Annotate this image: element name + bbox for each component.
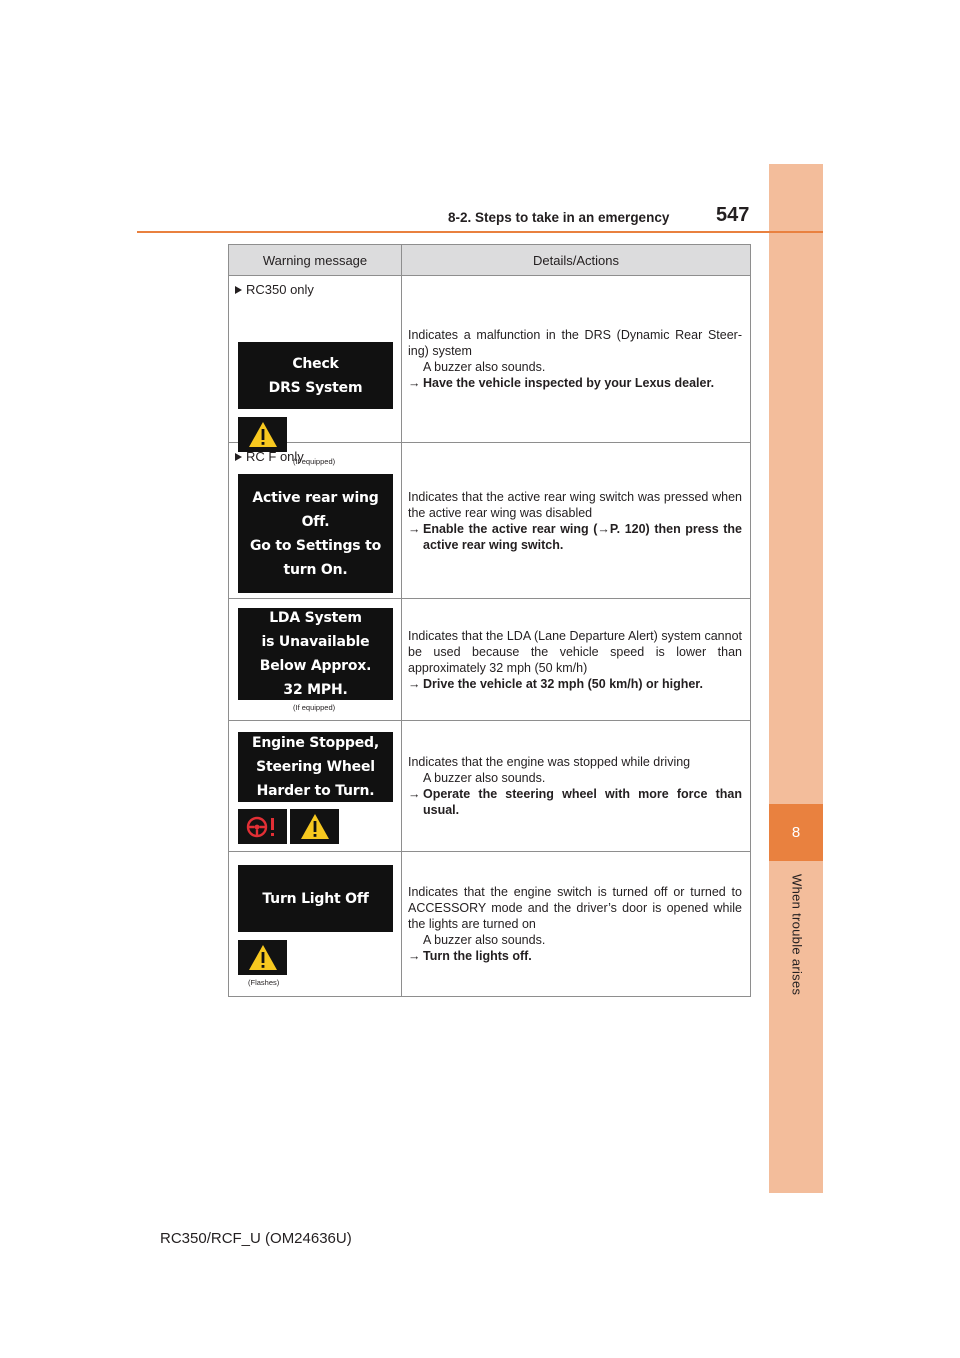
action-line (408, 676, 742, 692)
screen-line: Active rear wing (252, 489, 379, 506)
details-cell (402, 852, 751, 997)
action-text: Drive the vehicle at 32 mph (50 km/h) or higher. (423, 676, 703, 691)
action-text: Operate the steering wheel with more force than usual. (423, 787, 742, 817)
details-text: Indicates that the engine was stopped while driving (408, 755, 691, 769)
table-row (229, 852, 751, 997)
warning-triangle-icon (290, 809, 339, 844)
screen-line: Below Approx. (259, 658, 372, 674)
warning-message-cell (229, 599, 402, 721)
footnote-flashes: (Flashes) (248, 978, 280, 987)
model-label: RC F only (235, 449, 304, 464)
action-text: Turn the lights off. (423, 949, 532, 963)
details-cell (402, 276, 751, 443)
screen-line: Go to Settings to (249, 537, 382, 554)
action-line (408, 948, 742, 964)
table-header-row (229, 245, 751, 276)
details-subtext: A buzzer also sounds. (423, 360, 546, 374)
details-text: Indicates that the active rear wing switch was pressed when the active rear wing was disabled (408, 489, 742, 520)
arrow-icon: → (408, 676, 421, 691)
screen-line: Off. (301, 513, 330, 530)
footnote-if-equipped: (If equipped) (293, 703, 336, 712)
table-row (229, 443, 751, 599)
screen-line: is Unavailable (261, 634, 370, 650)
action-line (408, 375, 742, 391)
chapter-number-tab: 8 (769, 804, 823, 861)
bullet-triangle-icon (235, 286, 242, 294)
details-cell (402, 599, 751, 721)
footer-model-code: RC350/RCF_U (OM24636U) (160, 1230, 352, 1247)
section-title: 8-2. Steps to take in an emergency (448, 210, 670, 225)
details-text: Indicates a malfunction in the DRS (Dynamic Rear Steer-ing) system (408, 328, 742, 358)
display-message-screen (238, 474, 393, 593)
page-number: 547 (716, 204, 750, 226)
display-message-screen (238, 342, 393, 409)
display-message-screen (238, 865, 393, 932)
table-row (229, 721, 751, 852)
details-subtext: A buzzer also sounds. (423, 933, 546, 947)
warning-message-table (228, 244, 751, 997)
screen-line: DRS System (268, 379, 363, 396)
screen-line: Check (292, 355, 339, 372)
table-row (229, 599, 751, 721)
details-text: Indicates that the LDA (Lane Departure Alert) system cannot be used because the vehicle speed is lower than approximately 32 mph (50 km/h) (408, 628, 742, 675)
screen-line: 32 MPH. (283, 682, 348, 698)
bullet-triangle-icon (235, 453, 242, 461)
details-cell (402, 721, 751, 852)
action-line (408, 786, 742, 818)
screen-line: Steering Wheel (256, 759, 375, 775)
screen-line: LDA System (269, 610, 362, 626)
warning-message-cell (229, 721, 402, 852)
action-text: Have the vehicle inspected by your Lexus dealer. (423, 376, 715, 390)
arrow-icon: → (408, 949, 421, 963)
display-message-screen (238, 608, 393, 700)
warning-message-cell (229, 852, 402, 997)
table-row (229, 276, 751, 443)
screen-line: Turn Light Off (262, 890, 369, 907)
header-rule (137, 231, 823, 233)
screen-line: turn On. (283, 561, 348, 578)
action-line (408, 521, 742, 553)
screen-line: Harder to Turn. (256, 783, 375, 799)
details-subtext: A buzzer also sounds. (423, 771, 546, 785)
action-text: Enable the active rear wing (→P. 120) then press the active rear wing switch. (423, 521, 742, 552)
steering-warning-icon (238, 809, 287, 844)
warning-triangle-icon (238, 940, 287, 975)
arrow-icon: → (408, 787, 421, 801)
arrow-icon: → (408, 376, 421, 390)
column-header-warning-message: Warning message (229, 245, 402, 276)
chapter-title: When trouble arises (789, 874, 805, 996)
details-text: Indicates that the engine switch is turned off or turned to ACCESSORY mode and the driver’s door is opened while the lights are turned on (408, 885, 742, 931)
arrow-icon: → (408, 521, 421, 536)
column-header-details: Details/Actions (402, 245, 751, 276)
screen-line: Engine Stopped, (252, 735, 379, 751)
side-tab-strip (769, 164, 823, 1193)
display-message-screen (238, 732, 393, 802)
footnote-if-equipped: (If equipped) (293, 457, 336, 466)
details-cell (402, 443, 751, 599)
warning-message-cell (229, 443, 402, 599)
model-label: RC350 only (235, 282, 314, 297)
